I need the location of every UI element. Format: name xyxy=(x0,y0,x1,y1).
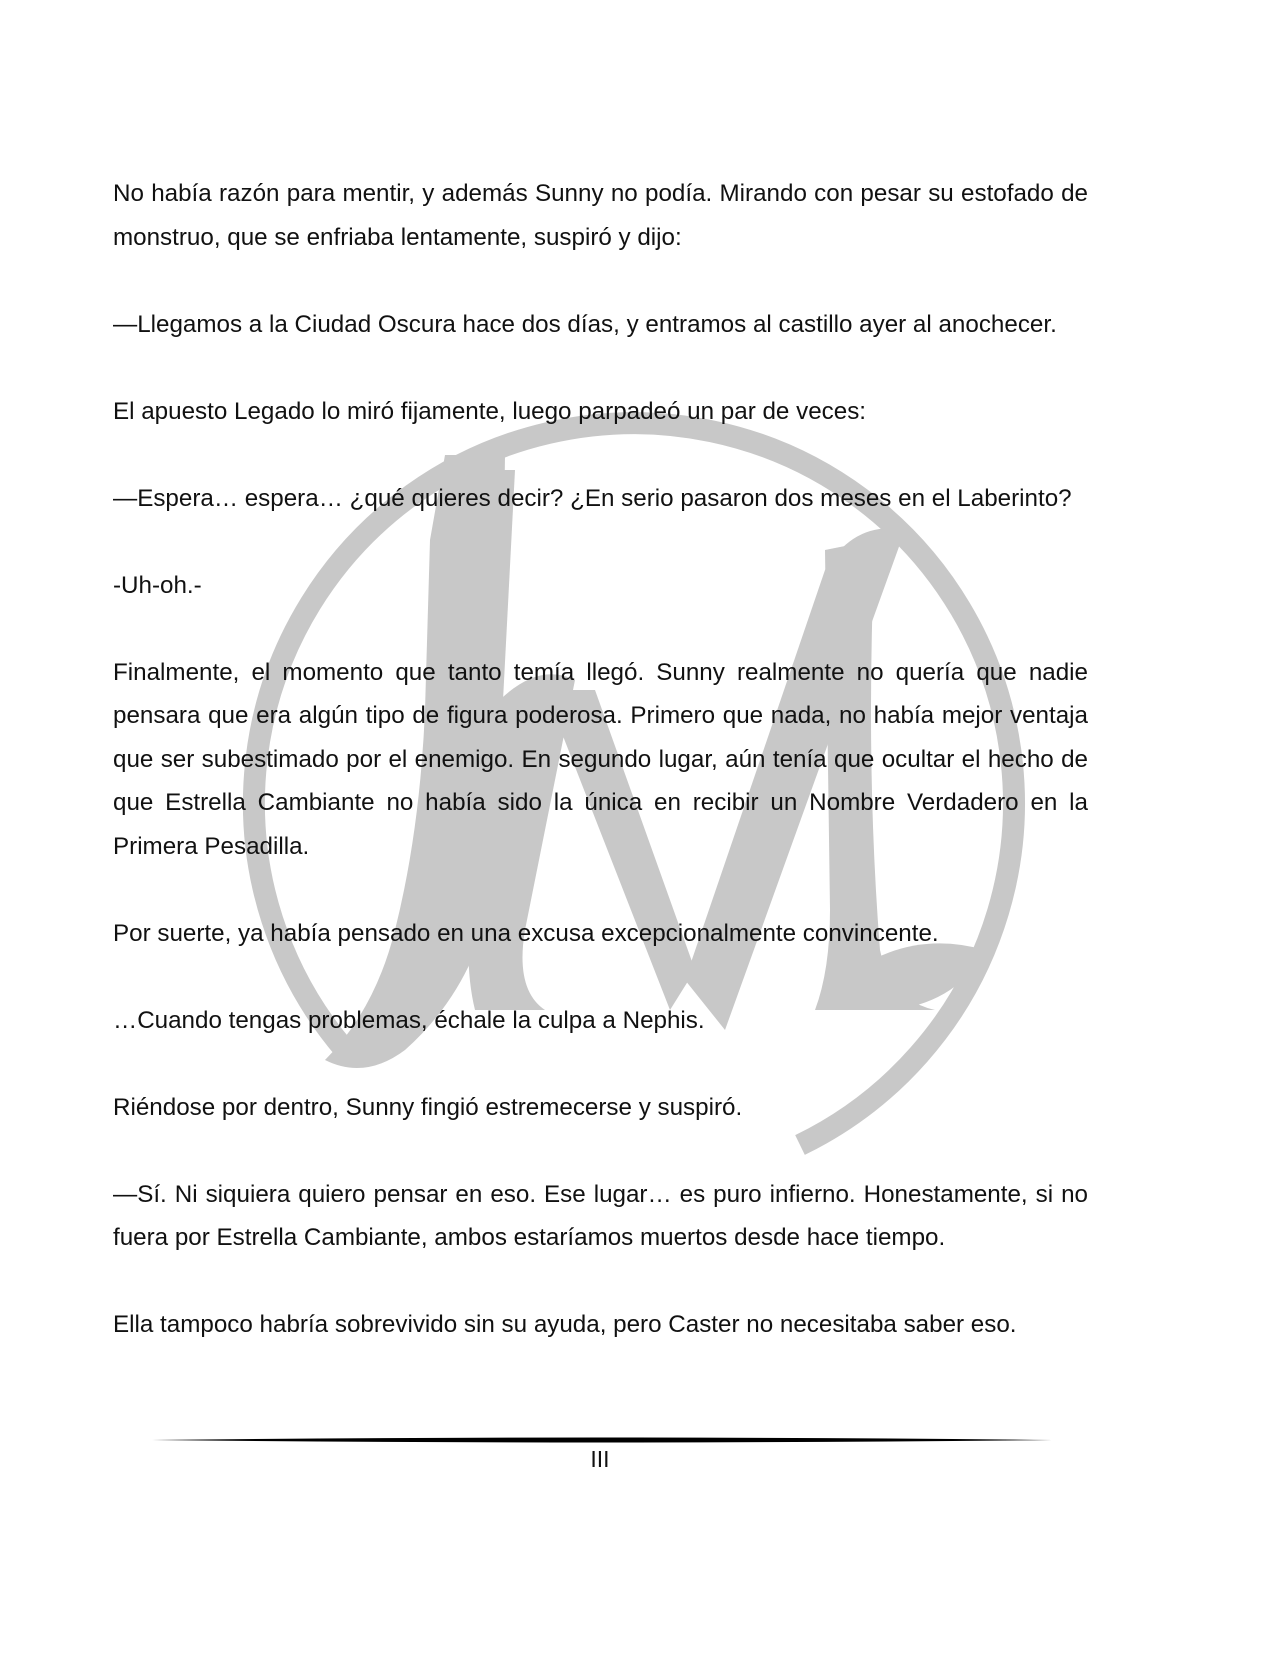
paragraph-7: Por suerte, ya había pensado en una excusa excepcionalmente convincente. xyxy=(113,919,939,947)
paragraph-3: El apuesto Legado lo miró fijamente, luego parpadeó un par de veces: xyxy=(113,397,867,425)
paragraph-10: —Sí. Ni siquiera quiero pensar en eso. Ese lugar… es puro infierno. Honestamente, si no fuera por Estrella Cambiante, ambos estaríamos muertos desde hace tiempo. xyxy=(113,1180,1088,1251)
paragraph-5: -Uh-oh.- xyxy=(113,571,202,599)
paragraph-2: —Llegamos a la Ciudad Oscura hace dos días, y entramos al castillo ayer al anochecer. xyxy=(113,310,1057,338)
paragraph-4: —Espera… espera… ¿qué quieres decir? ¿En serio pasaron dos meses en el Laberinto? xyxy=(113,484,1072,512)
page-number: III xyxy=(590,1446,610,1472)
paragraph-11: Ella tampoco habría sobrevivido sin su ayuda, pero Caster no necesitaba saber eso. xyxy=(113,1311,1017,1338)
paragraph-6: Finalmente, el momento que tanto temía llegó. Sunny realmente no quería que nadie pensara que era algún tipo de figura poderosa. Primero que nada, no había mejor ventaja que ser subestimado por el enemigo. En segundo lugar, aún tenía que ocultar el hecho de que Estrella Cambiante no había sido la única en recibir un Nombre Verdadero en la Primera Pesadilla. xyxy=(113,658,1088,860)
footer-divider xyxy=(152,1436,1052,1444)
paragraph-1: No había razón para mentir, y además Sunny no podía. Mirando con pesar su estofado de monstruo, que se enfriaba lentamente, suspiró y dijo: xyxy=(113,180,1088,251)
page-body xyxy=(113,172,1088,1347)
paragraph-8: …Cuando tengas problemas, échale la culpa a Nephis. xyxy=(113,1006,705,1034)
paragraph-9: Riéndose por dentro, Sunny fingió estremecerse y suspiró. xyxy=(113,1093,743,1121)
